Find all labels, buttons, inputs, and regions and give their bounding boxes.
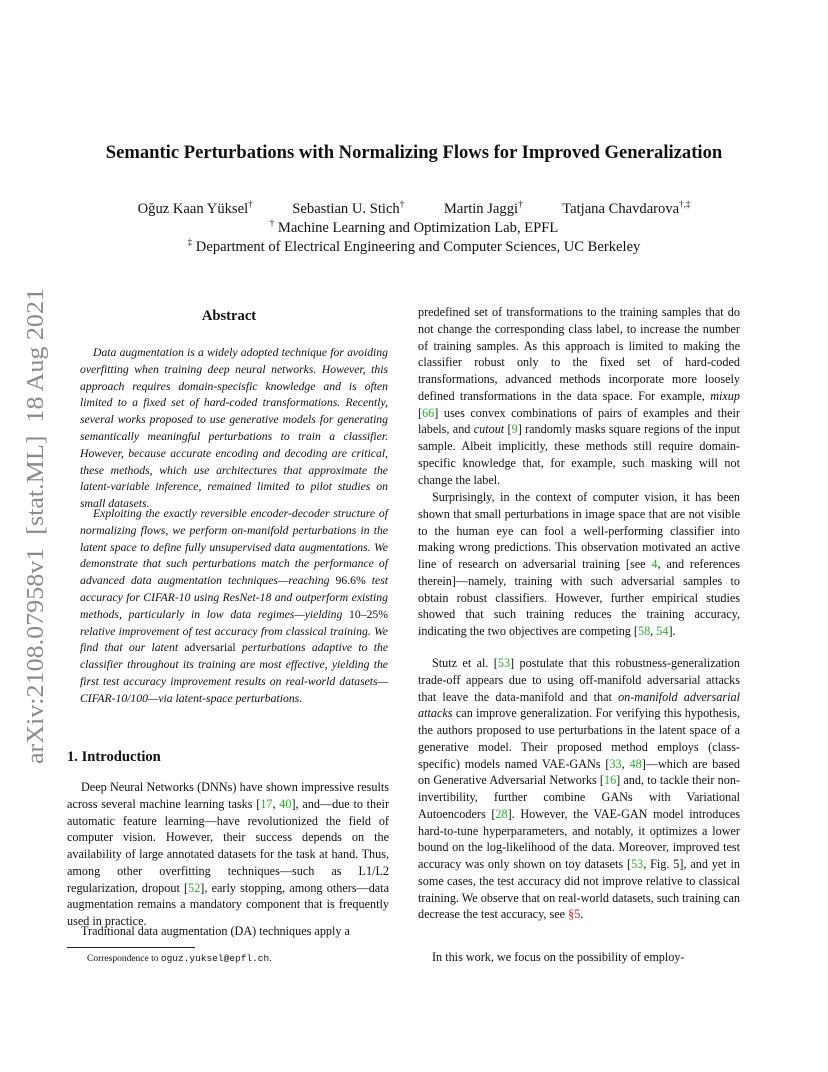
citation-link[interactable]: 28	[495, 806, 508, 821]
abstract-paragraph-2: Exploiting the exactly reversible encoder-decoder structure of normalizing flows, we perform on-manifold perturbations in the latent space to define fully unsupervised data augmentations. We demonstrate that such perturbations match the performance of advanced data augmentation techniques—reaching 96.6% test accuracy for CIFAR-10 using ResNet-18 and outperform existing methods, particularly in low data regimes—yielding 10–25% relative improvement of test accuracy from classical training. We find that our latent adversarial perturbations adaptive to the classifier throughout its training are most effective, yielding the first test accuracy improvement results on real-world datasets—CIFAR-10/100—via latent-space perturbations.	[80, 507, 389, 705]
section-heading-introduction: 1. Introduction	[67, 749, 161, 765]
citation-link[interactable]: 9	[511, 422, 518, 437]
citation-link[interactable]: 33	[609, 756, 622, 771]
citation-link[interactable]: 54	[656, 624, 669, 638]
section-reference-link[interactable]: §5	[568, 907, 581, 922]
citation-link[interactable]: 48	[629, 756, 642, 771]
author-3: Martin Jaggi†	[443, 199, 523, 217]
citation-link[interactable]: 58	[637, 624, 651, 638]
column2-paragraph-2: Surprisingly, in the context of computer vision, it has been shown that small perturbations in image space that are not visible to the human eye can fool a well-performing classifier into making wrong predictions. This observation motivated an active line of research on adversarial training [see 4, and references therein]—namely, training with such adversarial samples to obtain robust classifiers. However, further empirical studies showed that such training reduces the training accuracy, indicating the two objectives are competing [58, 54].	[418, 490, 740, 638]
abstract-heading: Abstract	[201, 308, 257, 324]
citation-link[interactable]: 52	[188, 880, 201, 895]
paper-title: Semantic Perturbations with Normalizing Flows for Improved Generalization	[105, 142, 723, 163]
introduction-paragraph-2: Traditional data augmentation (DA) techniques apply a	[81, 924, 350, 938]
correspondence-footnote: Correspondence to oguz.yuksel@epfl.ch.	[87, 953, 272, 964]
citation-link[interactable]: 17	[260, 796, 273, 811]
introduction-paragraph-1: Deep Neural Networks (DNNs) have shown impressive results across several machine learning tasks [17, 40], and—due to their automatic feature learning—have revolutionized the field of computer vision. However, their success depends on the availability of large annotated datasets for the task at hand. Thus, among other overfitting techniques—such as L1/L2 regularization, dropout [52], early stopping, among others—data augmentation remains a mandatory component that is frequently used in practice.	[67, 780, 389, 928]
citation-link[interactable]: 40	[279, 796, 292, 811]
author-4: Tatjana Chavdarova†,‡	[562, 199, 691, 217]
correspondence-email: oguz.yuksel@epfl.ch	[160, 953, 270, 964]
affiliation-epfl: † Machine Learning and Optimization Lab, EPFL	[269, 218, 559, 236]
column2-paragraph-4: In this work, we focus on the possibility of employ-	[432, 950, 685, 964]
citation-link[interactable]: 4	[651, 557, 658, 571]
author-2: Sebastian U. Stich†	[292, 199, 405, 217]
citation-link[interactable]: 66	[422, 405, 435, 420]
citation-link[interactable]: 53	[497, 656, 511, 670]
column2-paragraph-3: Stutz et al. [53] postulate that this robustness-generalization trade-off appears due to using off-manifold adversarial attacks that leave the data-manifold and that on-manifold adversarial attacks can improve generalization. For verifying this hypothesis, the authors proposed to use perturbations in the latent space of a generative model. Their proposed method employs (class-specific) models named VAE-GANs [33, 48]—which are based on Generative Adversarial Networks [16] and, to tackle their non-invertibility, further combine GANs with Variational Autoencoders [28]. However, the VAE-GAN model introduces hard-to-tune hyperparameters, and notably, it optimizes a lower bound on the log-likelihood of the data. Moreover, improved test accuracy was only shown on toy datasets [53, Fig. 5], and yet in some cases, the test accuracy did not improve relative to classical training. We observe that on real-world datasets, such training can decrease the test accuracy, see §5.	[418, 656, 741, 922]
column2-paragraph-1: predefined set of transformations to the training samples that do not change the corresponding class label, to increase the number of training samples. As this approach is limited to making the classifier robust only to the fixed set of hard-coded transformations, advanced methods incorporate more loosely defined transformations in the data space. For example, mixup [66] uses convex combinations of pairs of examples and their labels, and cutout [9] randomly masks square regions of the input sample. Albeit implicitly, these methods still require domain-specific knowledge that, for example, such masking will not change the label.	[418, 305, 740, 487]
abstract-paragraph-1: Data augmentation is a widely adopted technique for avoiding overfitting when training deep neural networks. However, this approach requires domain-specisfic knowledge and is often limited to a fixed set of hard-coded transformations. Recently, several works proposed to use generative models for generating semantically meaningful perturbations to train a classifier. However, because accurate encoding and decoding are critical, these methods, which use architectures that approximate the latent-variable inference, remained limited to pilot studies on small datasets.	[80, 346, 388, 511]
citation-link[interactable]: 16	[603, 773, 617, 788]
arxiv-identifier-text: arXiv:2108.07958v1 [stat.ML] 18 Aug 2021	[22, 316, 49, 764]
citation-link[interactable]: 53	[631, 857, 644, 871]
arxiv-identifier-stamp	[16, 276, 52, 776]
footnote-divider	[67, 947, 195, 948]
affiliation-berkeley: ‡ Department of Electrical Engineering and Computer Sciences, UC Berkeley	[187, 237, 641, 255]
author-1: Oğuz Kaan Yüksel†	[137, 199, 253, 217]
